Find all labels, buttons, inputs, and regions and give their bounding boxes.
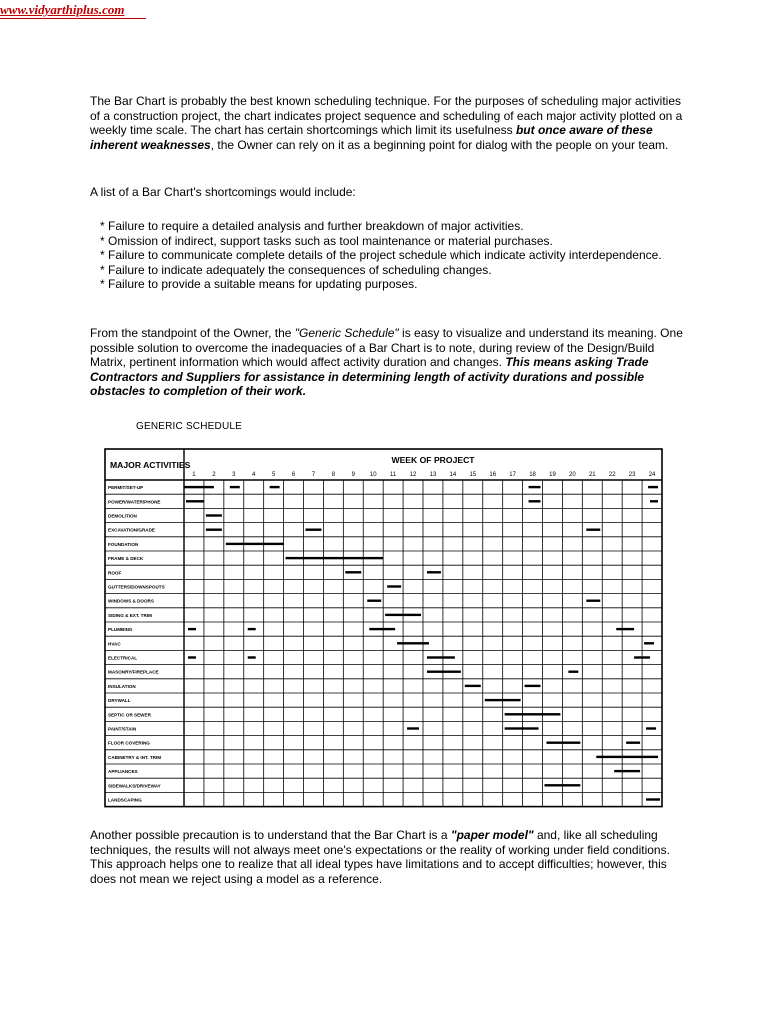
week-label: 4 xyxy=(252,472,256,478)
activity-label: LANDSCAPING xyxy=(108,797,142,803)
activity-bar xyxy=(505,713,561,715)
activity-bar xyxy=(206,529,222,531)
owner-text: From the standpoint of the Owner, the xyxy=(90,326,295,340)
activity-bar xyxy=(544,784,580,786)
activity-bar xyxy=(367,600,381,602)
activity-bar xyxy=(270,486,280,488)
activity-label: EXCAVATION/GRADE xyxy=(108,527,155,533)
week-label: 1 xyxy=(192,472,196,478)
week-label: 3 xyxy=(232,472,236,478)
activity-bar xyxy=(230,486,240,488)
closing-text-2: and, like all scheduling techniques, the results will not always meet one's expectations or the reality of working under field conditions. This approach helps one to realize that all ideal types have limitations and to accept difficulties; however, this does not mean we reject using a model as a reference. xyxy=(90,828,670,886)
activity-label: FOUNDATION xyxy=(108,541,139,547)
activity-bar xyxy=(248,656,256,658)
activity-bar xyxy=(586,600,600,602)
week-label: 18 xyxy=(529,472,536,478)
list-item: * Failure to provide a suitable means for updating purposes. xyxy=(100,277,418,292)
week-label: 8 xyxy=(331,472,336,478)
week-label: 20 xyxy=(569,472,576,478)
week-label: 2 xyxy=(212,472,216,478)
activity-bar xyxy=(529,486,541,488)
intro-text-end: , the Owner can rely on it as a beginning point for dialog with the people on your team. xyxy=(210,137,669,152)
activity-label: PAINT/STAIN xyxy=(108,726,137,732)
activity-bar xyxy=(646,798,660,800)
week-label: 12 xyxy=(409,472,417,478)
intro-emphasis: but once aware of these inherent weaknesses xyxy=(90,123,653,152)
activity-bar xyxy=(186,500,204,502)
week-label: 9 xyxy=(351,472,355,478)
week-label: 5 xyxy=(271,472,276,478)
activity-label: FRAME & DECK xyxy=(108,556,144,562)
week-label: 10 xyxy=(369,472,377,478)
activity-bar xyxy=(345,571,361,573)
activity-bar xyxy=(188,628,196,630)
closing-emphasis: "paper model" xyxy=(450,828,534,842)
activity-label: ELECTRICAL xyxy=(108,655,138,661)
week-label: 11 xyxy=(390,472,397,478)
activity-bar xyxy=(465,685,481,687)
week-label: 6 xyxy=(291,472,296,478)
owner-paragraph xyxy=(90,326,690,399)
activity-bar xyxy=(634,656,650,658)
list-item: * Omission of indirect, support tasks such as tool maintenance or material purchases. xyxy=(100,233,553,248)
activity-label: SEPTIC OR SEWER xyxy=(108,712,151,718)
activity-bar xyxy=(644,642,654,644)
activity-bar xyxy=(397,642,429,644)
activity-bar xyxy=(648,486,658,488)
week-label: 24 xyxy=(648,472,656,478)
activity-label: MASONRY/FIREPLACE xyxy=(108,669,159,675)
site-link[interactable]: www.vidyarthiplus.com xyxy=(0,2,125,17)
activity-bar xyxy=(226,543,284,545)
activity-bar xyxy=(248,628,256,630)
week-label: 15 xyxy=(469,472,477,478)
activity-bar xyxy=(369,628,395,630)
activity-bar xyxy=(485,699,521,701)
list-item: * Failure to indicate adequately the consequences of scheduling changes. xyxy=(100,262,492,277)
week-label: 16 xyxy=(489,472,497,478)
activity-label: APPLIANCES xyxy=(108,769,138,775)
week-label: 14 xyxy=(449,472,457,478)
activity-bar xyxy=(427,656,455,658)
row-header: MAJOR ACTIVITIES xyxy=(110,460,191,470)
activity-bar xyxy=(568,671,578,673)
gantt-chart xyxy=(104,448,666,808)
activity-bar xyxy=(188,656,196,658)
activity-bar xyxy=(646,727,656,729)
week-label: 13 xyxy=(429,472,437,478)
activity-label: PERMIT/SET-UP xyxy=(108,485,144,491)
list-item: * Failure to communicate complete details of the project schedule which indicate activity interdependence. xyxy=(100,248,662,263)
activity-label: FLOOR COVERING xyxy=(108,740,150,746)
activity-label: HVAC xyxy=(108,641,121,647)
activity-bar xyxy=(614,770,640,772)
activity-bar xyxy=(505,727,539,729)
activity-bar xyxy=(529,500,541,502)
activity-bar xyxy=(305,529,321,531)
activity-bar xyxy=(616,628,634,630)
column-header: WEEK OF PROJECT xyxy=(391,455,475,465)
activity-bar xyxy=(546,742,580,744)
activity-bar xyxy=(427,571,441,573)
activity-label: GUTTERS/DOWNSPOUTS xyxy=(108,584,165,590)
activity-bar xyxy=(427,671,461,673)
week-label: 21 xyxy=(588,472,596,478)
activity-bar xyxy=(286,557,384,559)
activity-label: CABINETRY & INT. TRIM xyxy=(108,754,162,760)
activity-label: SIDING & EXT. TRIM xyxy=(108,612,152,618)
week-label: 7 xyxy=(311,472,316,478)
week-label: 22 xyxy=(608,472,616,478)
activity-label: POWER/WATER/PHONE xyxy=(108,499,161,505)
activity-bar xyxy=(586,529,600,531)
activity-label: DRYWALL xyxy=(108,698,131,704)
activity-label: DEMOLITION xyxy=(108,513,137,519)
shortcomings-list xyxy=(90,219,690,292)
activity-bar xyxy=(385,614,421,616)
week-label: 23 xyxy=(628,472,636,478)
list-intro: A list of a Bar Chart's shortcomings would include: xyxy=(90,185,356,199)
activity-bar xyxy=(626,742,640,744)
activity-bar xyxy=(206,514,222,516)
activity-bar xyxy=(387,585,401,587)
closing-text: Another possible precaution is to understand that the Bar Chart is a xyxy=(90,828,451,842)
intro-paragraph xyxy=(90,94,690,152)
week-label: 17 xyxy=(509,472,516,478)
list-item: * Failure to require a detailed analysis and further breakdown of major activities. xyxy=(100,219,524,233)
activity-label: WINDOWS & DOORS xyxy=(108,598,154,604)
activity-bar xyxy=(525,685,541,687)
header-underline xyxy=(0,18,146,19)
activity-bar xyxy=(184,486,214,488)
intro-text: The Bar Chart is probably the best known scheduling technique. For the purposes of scheduling major activities of a construction project, the chart indicates project sequence and scheduling of each major activity plotted on a weekly time scale. The chart has certain shortcomings which limit its usefulness xyxy=(90,94,683,138)
activity-label: INSULATION xyxy=(108,683,136,689)
chart-title: GENERIC SCHEDULE xyxy=(136,421,242,432)
activity-bar xyxy=(407,727,419,729)
activity-label: PLUMBING xyxy=(108,627,133,633)
activity-label: SIDEWALKS/DRIVEWAY xyxy=(108,783,161,789)
closing-paragraph xyxy=(90,828,690,886)
owner-italic: "Generic Schedule" xyxy=(294,326,399,340)
week-label: 19 xyxy=(549,472,556,478)
activity-bar xyxy=(596,756,658,758)
owner-text-2: is easy to visualize and understand its meaning. One possible solution to overcome the inadequacies of a Bar Chart is to note, during review of the Design/Build Matrix, pertinent information which would affect activity duration and changes. xyxy=(90,326,683,370)
owner-emphasis: This means asking Trade Contractors and Suppliers for assistance in determining length of activity durations and possible obstacles to completion of their work. xyxy=(90,355,649,399)
activity-label: ROOF xyxy=(108,570,122,576)
activity-bar xyxy=(650,500,658,502)
